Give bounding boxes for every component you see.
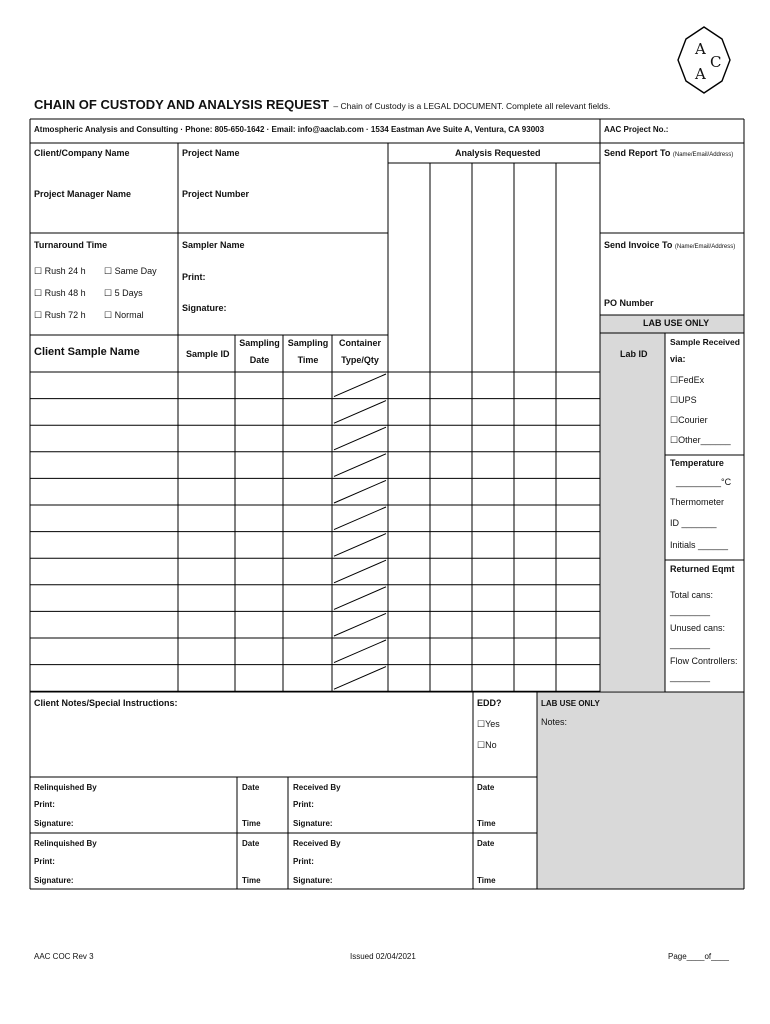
sameday-checkbox[interactable]: ☐ Same Day: [104, 266, 157, 276]
container-diagonal: [334, 560, 386, 583]
edd-no-checkbox[interactable]: ☐No: [477, 740, 497, 750]
received-date-2: Date: [477, 839, 495, 848]
container-diagonal: [334, 427, 386, 450]
relinquished-time-1: Time: [242, 819, 261, 828]
analysis-requested-label: Analysis Requested: [455, 148, 541, 158]
container-diagonal: [334, 613, 386, 636]
rush72-checkbox[interactable]: ☐ Rush 72 h: [34, 310, 86, 320]
container-diagonal: [334, 480, 386, 503]
sampling-date-header: [236, 338, 283, 366]
total-cans-label: Total cans:: [670, 590, 714, 600]
footer-rev: AAC COC Rev 3: [34, 952, 94, 961]
received-time-2: Time: [477, 876, 496, 885]
temperature-value: _________°C: [676, 477, 732, 487]
relinquished-signature-2: Signature:: [34, 876, 74, 885]
thermometer-id: ID _______: [670, 518, 717, 528]
project-manager-label: Project Manager Name: [34, 189, 132, 199]
po-number-label: PO Number: [604, 298, 654, 308]
turnaround-label: Turnaround Time: [34, 240, 108, 250]
rush24-checkbox[interactable]: ☐ Rush 24 h: [34, 266, 86, 276]
total-cans-blank: ________: [670, 606, 711, 616]
client-sample-name-header: Client Sample Name: [34, 346, 140, 358]
container-line2: Type/Qty: [341, 355, 379, 365]
fedex-checkbox[interactable]: ☐FedEx: [670, 375, 705, 385]
received-print-1: Print:: [293, 800, 314, 809]
received-by-1: Received By: [293, 783, 341, 792]
relinquished-by-2: Relinquished By: [34, 839, 97, 848]
send-report-text: Send Report To: [604, 148, 671, 158]
sampling-time-header: [284, 338, 332, 366]
relinquished-time-2: Time: [242, 876, 261, 885]
container-line1: Container: [338, 338, 381, 348]
container-diagonal: [334, 534, 386, 557]
sampler-signature-label: Signature:: [182, 303, 227, 313]
logo-letter-a2: A: [695, 65, 706, 83]
send-report-label: [604, 148, 733, 161]
relinquished-date-1: Date: [242, 783, 260, 792]
edd-yes-checkbox[interactable]: ☐Yes: [477, 719, 500, 729]
courier-checkbox[interactable]: ☐Courier: [670, 415, 708, 425]
ups-checkbox[interactable]: ☐UPS: [670, 395, 697, 405]
footer-issued: Issued 02/04/2021: [350, 952, 416, 961]
relinquished-print-2: Print:: [34, 857, 55, 866]
container-diagonal: [334, 374, 386, 397]
container-header: [333, 338, 387, 366]
sample-received-label: Sample Received: [670, 337, 740, 347]
received-time-1: Time: [477, 819, 496, 828]
sampling-time-line1: Sampling: [287, 338, 329, 348]
flow-controllers-blank: ________: [670, 672, 711, 682]
initials-label: Initials ______: [670, 540, 729, 550]
days5-checkbox[interactable]: ☐ 5 Days: [104, 288, 143, 298]
lab-id-label: Lab ID: [620, 349, 648, 359]
title-main: CHAIN OF CUSTODY AND ANALYSIS REQUEST: [34, 97, 329, 112]
thermometer-label: Thermometer: [670, 497, 725, 507]
received-by-2: Received By: [293, 839, 341, 848]
sampling-date-line1: Sampling: [239, 338, 280, 348]
lab-use-only-label: LAB USE ONLY: [643, 318, 710, 328]
received-print-2: Print:: [293, 857, 314, 866]
sampling-time-line2: Time: [297, 355, 319, 365]
project-number-label: Project Number: [182, 189, 250, 199]
container-diagonal: [334, 587, 386, 610]
send-invoice-hint: (Name/Email/Address): [674, 244, 736, 250]
flow-controllers-label: Flow Controllers:: [670, 656, 738, 666]
logo-letter-a1: A: [695, 40, 706, 58]
sampler-print-label: Print:: [182, 272, 206, 282]
sampler-name-label: Sampler Name: [182, 240, 245, 250]
temperature-label: Temperature: [670, 458, 724, 468]
sample-id-header: Sample ID: [186, 349, 230, 359]
received-signature-1: Signature:: [293, 819, 333, 828]
relinquished-by-1: Relinquished By: [34, 783, 97, 792]
footer-page: Page____of____: [668, 952, 729, 961]
send-report-hint: (Name/Email/Address): [672, 152, 734, 158]
sampling-date-line2: Date: [249, 355, 270, 365]
client-company-label: Client/Company Name: [34, 148, 130, 158]
relinquished-signature-1: Signature:: [34, 819, 74, 828]
returned-eqmt-label: Returned Eqmt: [670, 564, 735, 574]
rush48-checkbox[interactable]: ☐ Rush 48 h: [34, 288, 86, 298]
normal-checkbox[interactable]: ☐ Normal: [104, 310, 144, 320]
via-label: via:: [670, 354, 686, 364]
notes-lab-use-only: LAB USE ONLY: [541, 699, 600, 708]
lab-info: Atmospheric Analysis and Consulting · Phone: 805-650-1642 · Email: info@aaclab.com · 1534 Eastman Ave Suite A, Ventura, CA 93003: [34, 125, 545, 134]
received-date-1: Date: [477, 783, 495, 792]
edd-label: EDD?: [477, 698, 502, 708]
unused-cans-blank: ________: [670, 639, 711, 649]
title-sub: – Chain of Custody is a LEGAL DOCUMENT. Complete all relevant fields.: [333, 101, 611, 111]
project-name-label: Project Name: [182, 148, 240, 158]
send-invoice-label: [604, 240, 735, 253]
container-diagonal: [334, 640, 386, 663]
send-invoice-text: Send Invoice To: [604, 240, 673, 250]
container-diagonal: [334, 401, 386, 424]
aac-project-no: AAC Project No.:: [604, 125, 669, 134]
received-signature-2: Signature:: [293, 876, 333, 885]
other-checkbox[interactable]: ☐Other______: [670, 435, 731, 445]
container-diagonal: [334, 667, 386, 690]
client-notes-label: Client Notes/Special Instructions:: [34, 698, 178, 708]
relinquished-print-1: Print:: [34, 800, 55, 809]
unused-cans-label: Unused cans:: [670, 623, 726, 633]
container-diagonal: [334, 507, 386, 530]
relinquished-date-2: Date: [242, 839, 260, 848]
lab-notes-label: Notes:: [541, 717, 568, 727]
container-diagonal: [334, 454, 386, 477]
logo-letter-c: C: [710, 53, 722, 71]
